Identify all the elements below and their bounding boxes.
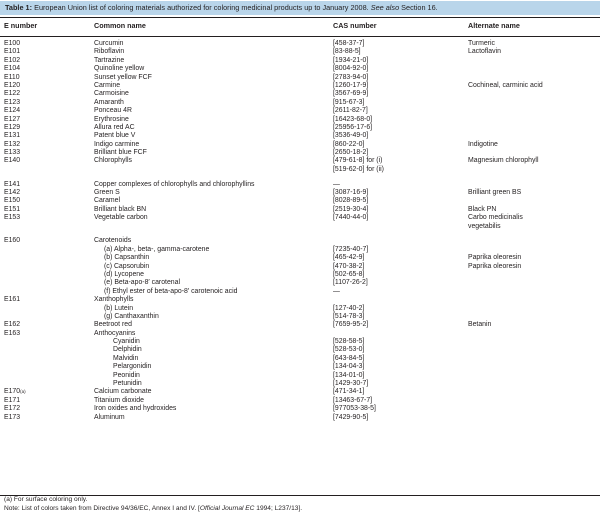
cell-alternate-name: Betanin (468, 321, 492, 329)
cell-common-name: Brilliant blue FCF (94, 149, 147, 157)
cell-alternate-name: Indigotine (468, 140, 498, 148)
cell-common-name: Delphidin (113, 346, 142, 354)
table-row (0, 305, 600, 313)
table-row (0, 116, 600, 124)
cell-e-number: E132 (4, 140, 21, 148)
cell-alternate-name: Magnesium chlorophyll (468, 157, 539, 165)
cell-cas-number: [7429-90-5] (333, 413, 369, 421)
cell-e-number: E161 (4, 296, 21, 304)
source-note (4, 505, 302, 514)
cell-e-number: E101 (4, 48, 21, 56)
cell-e-number: E129 (4, 123, 21, 131)
cell-e-number: E163 (4, 329, 21, 337)
cell-common-name: Amaranth (94, 98, 124, 106)
cell-e-number: E141 (4, 180, 21, 188)
table-header (0, 17, 600, 35)
cell-common-name: Titanium dioxide (94, 396, 144, 404)
cell-e-number: E110 (4, 73, 20, 81)
cell-cas-number: [134-01-0] (333, 371, 365, 379)
cell-e-number: E124 (4, 107, 21, 115)
cell-cas-number: [2519-30-4] (333, 205, 369, 213)
table-row (0, 181, 600, 189)
header-rule (0, 36, 600, 37)
table-row (0, 40, 600, 48)
table-row (0, 246, 600, 254)
cell-e-number: E172 (4, 405, 21, 413)
cell-common-name: Iron oxides and hydroxides (94, 405, 177, 413)
cell-cas-number: [977053-38-5] (333, 405, 376, 413)
header-e-number: E number (4, 21, 38, 30)
cell-e-number: E102 (4, 56, 21, 64)
table-row (0, 132, 600, 140)
cell-alternate-name: vegetabilis (468, 222, 501, 230)
cell-e-number: E170 (a) (4, 388, 26, 396)
cell-common-name: Peonidin (113, 371, 140, 379)
table-row (0, 263, 600, 271)
cell-common-name: Vegetable carbon (94, 214, 148, 222)
cell-common-name: (c) Capsorubin (104, 262, 150, 270)
cell-common-name: Ponceau 4R (94, 107, 132, 115)
cell-alternate-name: Brilliant green BS (468, 189, 522, 197)
cell-common-name: Carmine (94, 81, 121, 89)
cell-common-name: Anthocyanins (94, 329, 136, 337)
footnote-marker: (a) (20, 389, 26, 395)
cell-cas-number: [3536-49-0] (333, 132, 369, 140)
caption-see-also: See also (370, 3, 400, 12)
cell-cas-number: [1934-21-0] (333, 56, 369, 64)
cell-common-name: Patent blue V (94, 132, 136, 140)
cell-common-name: (b) Lutein (104, 304, 134, 312)
table-row (0, 57, 600, 65)
cell-cas-number: [134-04-3] (333, 363, 365, 371)
table-row (0, 166, 600, 174)
cell-cas-number: [471-34-1] (333, 388, 365, 396)
cell-e-number: E104 (4, 65, 21, 73)
cell-cas-number: [519-62-0] for (ii) (333, 165, 384, 173)
cell-cas-number: [528-53-0] (333, 346, 365, 354)
cell-cas-number: — (333, 287, 340, 295)
table-row (0, 288, 600, 296)
cell-cas-number: [16423-68-0] (333, 115, 373, 123)
source-note-end: 1994; L237/13]. (254, 504, 303, 512)
cell-cas-number: [13463-67-7] (333, 396, 373, 404)
cell-cas-number: [2650-18-2] (333, 149, 369, 157)
table-row (0, 414, 600, 422)
cell-cas-number: [7235-40-7] (333, 245, 369, 253)
cell-common-name: (f) Ethyl ester of beta-apo-8′ carotenoic acid (104, 287, 238, 295)
table-row (0, 372, 600, 380)
cell-cas-number: [502-65-8] (333, 270, 365, 278)
cell-common-name: Calcium carbonate (94, 388, 152, 396)
cell-alternate-name: Black PN (468, 205, 497, 213)
cell-e-number: E127 (4, 115, 21, 123)
cell-e-number: E162 (4, 321, 21, 329)
cell-cas-number: — (333, 180, 340, 188)
table-row (0, 279, 600, 287)
cell-e-number: E122 (4, 90, 21, 98)
cell-common-name: (d) Lycopene (104, 270, 144, 278)
cell-common-name: (a) Alpha-, beta-, gamma-carotene (104, 245, 210, 253)
table-caption (0, 1, 600, 15)
cell-common-name: Sunset yellow FCF (94, 73, 152, 81)
cell-e-number: E160 (4, 237, 21, 245)
cell-e-number: E142 (4, 189, 21, 197)
cell-common-name: Curcumin (94, 40, 124, 47)
cell-cas-number: [3087-16-9] (333, 189, 369, 197)
cell-cas-number: [479-61-8] for (i) (333, 157, 383, 165)
cell-e-number: E150 (4, 197, 21, 205)
cell-common-name: Malvidin (113, 354, 139, 362)
cell-cas-number: [1429-30-7] (333, 380, 369, 388)
cell-common-name: Aluminum (94, 413, 125, 421)
cell-cas-number: [860-22-0] (333, 140, 365, 148)
cell-common-name: (g) Canthaxanthin (104, 312, 159, 320)
cell-e-number: E133 (4, 149, 21, 157)
table-row (0, 197, 600, 205)
caption-section: Section 16. (399, 3, 438, 12)
table-row (0, 237, 600, 245)
cell-cas-number: [8004-92-0] (333, 65, 369, 73)
table-row (0, 99, 600, 107)
cell-cas-number: [83-88-5] (333, 48, 361, 56)
table-row (0, 206, 600, 214)
table-row (0, 363, 600, 371)
cell-cas-number: [643-84-5] (333, 354, 365, 362)
cell-alternate-name: Paprika oleoresin (468, 254, 522, 262)
table-row (0, 321, 600, 329)
header-alternate-name: Alternate name (468, 21, 520, 30)
table-row (0, 107, 600, 115)
cell-common-name: Copper complexes of chlorophylls and chlorophyllins (94, 180, 255, 188)
table-row (0, 346, 600, 354)
cell-common-name: Indigo carmine (94, 140, 140, 148)
cell-cas-number: [528-58-5] (333, 338, 365, 346)
table-row (0, 82, 600, 90)
cell-cas-number: [25956-17-6] (333, 123, 373, 131)
cell-common-name: Caramel (94, 197, 121, 205)
cell-cas-number: [2783-94-0] (333, 73, 369, 81)
cell-alternate-name: Paprika oleoresin (468, 262, 522, 270)
cell-cas-number: [1107-26-2] (333, 279, 368, 287)
cell-common-name: Chlorophylls (94, 157, 132, 165)
cell-common-name: Petunidin (113, 380, 142, 388)
table-row (0, 149, 600, 157)
cell-common-name: Quinoline yellow (94, 65, 145, 73)
table-row (0, 380, 600, 388)
cell-cas-number: [3567-69-9] (333, 90, 369, 98)
table-row (0, 48, 600, 56)
table-row (0, 189, 600, 197)
cell-common-name: Riboflavin (94, 48, 125, 56)
cell-e-number: E173 (4, 413, 21, 421)
cell-common-name: Tartrazine (94, 56, 125, 64)
cell-cas-number: [2611-82-7] (333, 107, 368, 115)
table-row (0, 330, 600, 338)
cell-common-name: (e) Beta-apo-8′ carotenal (104, 279, 180, 287)
table-row (0, 65, 600, 73)
table-row (0, 397, 600, 405)
cell-e-number: E151 (4, 205, 21, 213)
header-common-name: Common name (94, 21, 146, 30)
table-label: Table 1: (5, 3, 33, 12)
cell-common-name: (b) Capsanthin (104, 254, 150, 262)
table-body (0, 40, 600, 422)
cell-common-name: Erythrosine (94, 115, 129, 123)
cell-cas-number: [7440-44-0] (333, 214, 369, 222)
table-row (0, 405, 600, 413)
cell-alternate-name: Carbo medicinalis (468, 214, 523, 222)
cell-common-name: Carotenoids (94, 237, 132, 245)
cell-e-number: E171 (4, 396, 21, 404)
table-row (0, 338, 600, 346)
table-row (0, 223, 600, 231)
table-row (0, 388, 600, 396)
cell-e-number: E123 (4, 98, 21, 106)
table-row (0, 355, 600, 363)
table-row (0, 90, 600, 98)
table-row (0, 124, 600, 132)
cell-e-number: E131 (4, 132, 21, 140)
caption-text: European Union list of coloring materials authorized for coloring medicinal products up to January 2008. (32, 3, 371, 12)
footnote-a: (a) For surface coloring only. (4, 496, 88, 503)
cell-common-name: Brilliant black BN (94, 205, 147, 213)
cell-common-name: Carmoisine (94, 90, 129, 98)
table-row (0, 157, 600, 165)
cell-cas-number: [8028-89-5] (333, 197, 369, 205)
cell-common-name: Pelargonidin (113, 363, 152, 371)
table-row (0, 74, 600, 82)
cell-cas-number: [465-42-9] (333, 254, 365, 262)
table-row (0, 313, 600, 321)
cell-e-number: E153 (4, 214, 21, 222)
cell-alternate-name: Turmeric (468, 40, 495, 47)
cell-cas-number: [514-78-3] (333, 312, 365, 320)
table-row (0, 254, 600, 262)
cell-common-name: Green S (94, 189, 120, 197)
table-notes (4, 496, 302, 513)
cell-cas-number: [470-38-2] (333, 262, 365, 270)
cell-common-name: Cyanidin (113, 338, 140, 346)
cell-cas-number: [915-67-3] (333, 98, 365, 106)
cell-common-name: Beetroot red (94, 321, 132, 329)
cell-alternate-name: Lactoflavin (468, 48, 501, 56)
cell-cas-number: [1260-17-9] (333, 81, 369, 89)
cell-e-number: E140 (4, 157, 21, 165)
cell-cas-number: [7659-95-2] (333, 321, 369, 329)
source-journal: Official Journal EC (199, 504, 255, 512)
cell-e-number: E100 (4, 40, 21, 47)
cell-common-name: Allura red AC (94, 123, 135, 131)
source-note-text: Note: List of colors taken from Directive 94/36/EC, Annex I and IV. [ (4, 504, 200, 512)
cell-common-name: Xanthophylls (94, 296, 134, 304)
table-row (0, 271, 600, 279)
cell-e-number: E120 (4, 81, 21, 89)
cell-cas-number: [458-37-7] (333, 40, 365, 47)
table-row (0, 141, 600, 149)
header-cas-number: CAS number (333, 21, 377, 30)
cell-cas-number: [127-40-2] (333, 304, 365, 312)
cell-alternate-name: Cochineal, carminic acid (468, 81, 543, 89)
table-row (0, 214, 600, 222)
table-row (0, 296, 600, 304)
